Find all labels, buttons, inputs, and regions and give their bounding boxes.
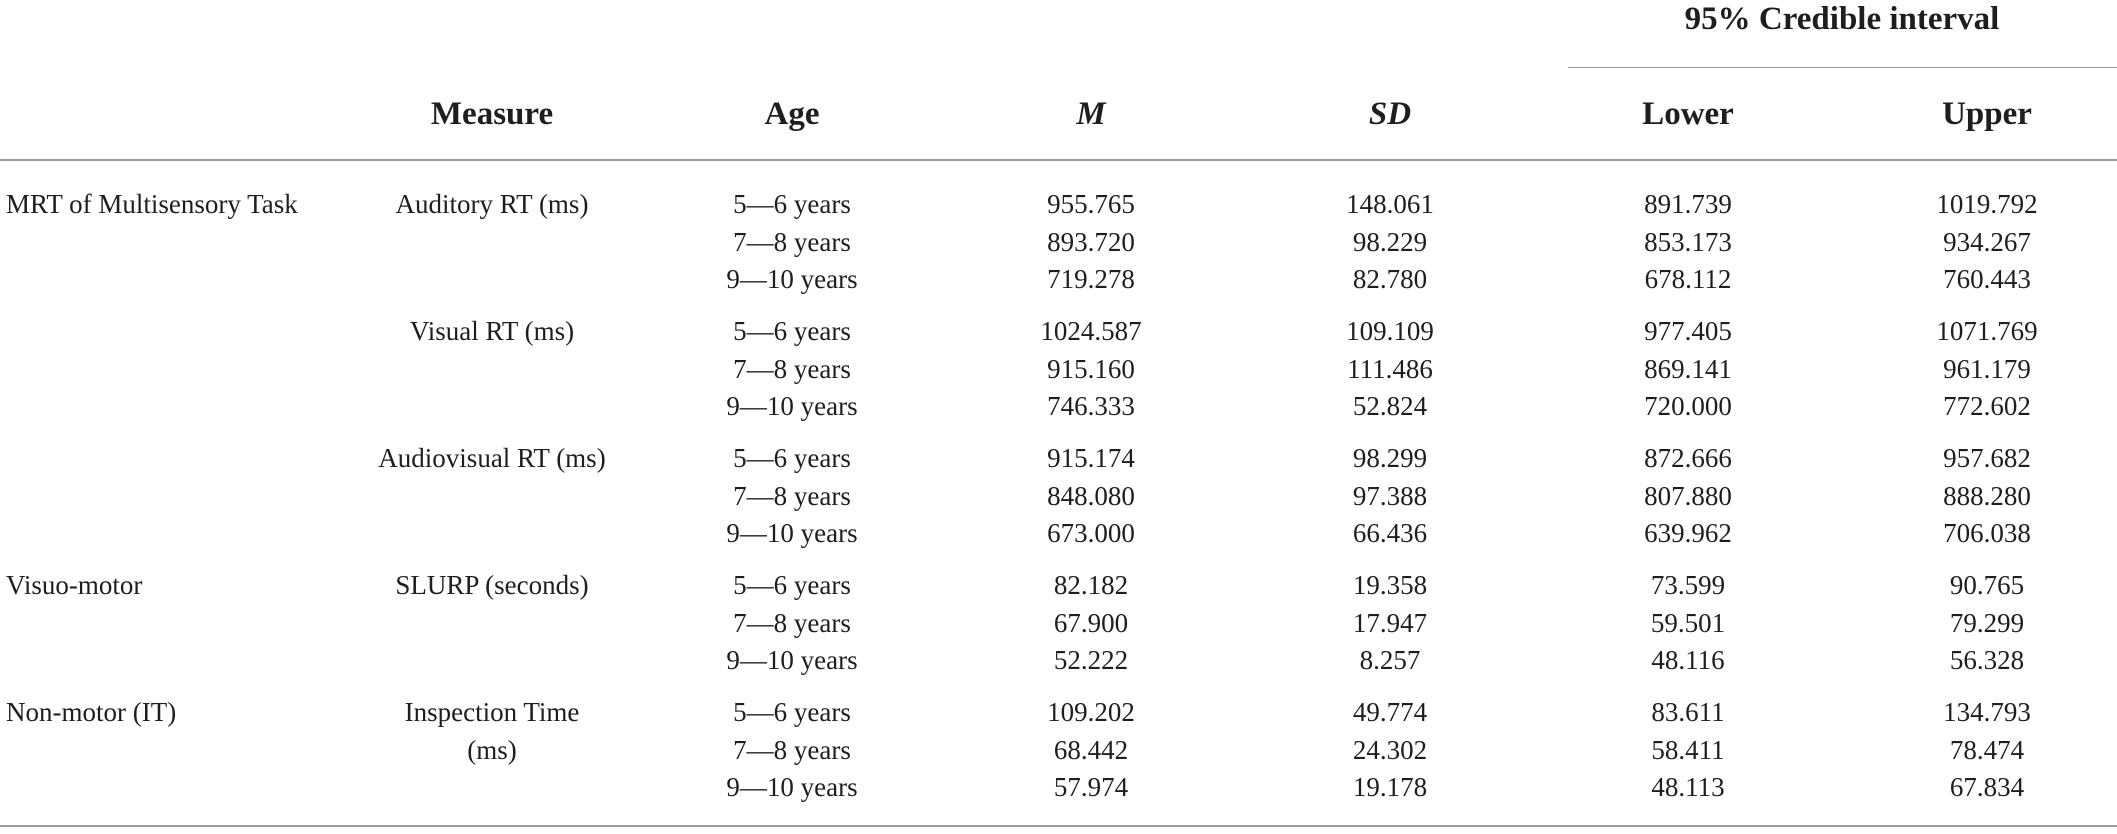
measure-header: Measure (430, 96, 554, 132)
mean-cell: 82.182 (1053, 570, 1129, 600)
upper-cell: 134.793 (1943, 697, 2031, 727)
sd-cell: 98.299 (1352, 443, 1428, 473)
age-cell: 5—6 years (733, 189, 851, 219)
age-cell: 9—10 years (726, 391, 858, 421)
upper-cell: 56.328 (1949, 645, 2025, 675)
lower-cell: 48.116 (1651, 645, 1725, 675)
upper-cell: 961.179 (1943, 354, 2031, 384)
age-cell: 5—6 years (733, 316, 851, 346)
upper-header: Upper (1942, 96, 2032, 132)
lower-cell: 872.666 (1644, 443, 1732, 473)
mean-cell: 1024.587 (1040, 316, 1142, 346)
lower-cell: 59.501 (1650, 608, 1726, 638)
lower-cell: 853.173 (1644, 227, 1732, 257)
sd-cell: 19.178 (1352, 772, 1428, 802)
upper-cell: 90.765 (1949, 570, 2025, 600)
lower-cell: 869.141 (1644, 354, 1732, 384)
age-cell: 9—10 years (726, 772, 858, 802)
upper-cell: 934.267 (1943, 227, 2031, 257)
lower-cell: 639.962 (1644, 518, 1732, 548)
mean-cell: 848.080 (1047, 481, 1135, 511)
upper-cell: 67.834 (1949, 772, 2025, 802)
age-cell: 9—10 years (726, 264, 858, 294)
sd-cell: 148.061 (1346, 189, 1434, 219)
upper-cell: 760.443 (1943, 264, 2031, 294)
mean-cell: 68.442 (1053, 735, 1129, 765)
age-cell: 5—6 years (733, 570, 851, 600)
mean-cell: 719.278 (1047, 264, 1135, 294)
lower-cell: 977.405 (1644, 316, 1732, 346)
sd-cell: 98.229 (1352, 227, 1428, 257)
mean-cell: 52.222 (1053, 645, 1129, 675)
age-cell: 7—8 years (733, 735, 851, 765)
lower-cell: 58.411 (1651, 735, 1725, 765)
upper-cell: 78.474 (1949, 735, 2025, 765)
age-cell: 7—8 years (733, 354, 851, 384)
lower-cell: 720.000 (1644, 391, 1732, 421)
age-cell: 5—6 years (733, 697, 851, 727)
upper-cell: 772.602 (1943, 391, 2031, 421)
credible-interval-rule (1568, 67, 2117, 68)
sd-cell: 97.388 (1352, 481, 1428, 511)
mean-cell: 955.765 (1047, 189, 1135, 219)
mean-cell: 746.333 (1047, 391, 1135, 421)
upper-cell: 1071.769 (1936, 316, 2038, 346)
upper-cell: 1019.792 (1936, 189, 2038, 219)
category-label: Non-motor (IT) (6, 697, 177, 727)
measure-label: Inspection Time (404, 697, 580, 727)
lower-header: Lower (1642, 96, 1734, 132)
mean-cell: 893.720 (1047, 227, 1135, 257)
sd-cell: 8.257 (1359, 645, 1421, 675)
sd-cell: 52.824 (1352, 391, 1428, 421)
measure-label: Auditory RT (ms) (395, 189, 589, 219)
measure-label: Audiovisual RT (ms) (378, 443, 606, 473)
mean-cell: 673.000 (1047, 518, 1135, 548)
sd-cell: 109.109 (1346, 316, 1434, 346)
lower-cell: 48.113 (1651, 772, 1725, 802)
table-bottom-rule (0, 825, 2117, 827)
age-cell: 7—8 years (733, 227, 851, 257)
age-header: Age (764, 96, 820, 132)
sd-cell: 111.486 (1347, 354, 1433, 384)
sd-cell: 82.780 (1352, 264, 1428, 294)
sd-cell: 49.774 (1352, 697, 1428, 727)
mean-cell: 67.900 (1053, 608, 1129, 638)
mean-cell: 109.202 (1047, 697, 1135, 727)
sd-header: SD (1368, 96, 1412, 132)
lower-cell: 73.599 (1650, 570, 1726, 600)
age-cell: 5—6 years (733, 443, 851, 473)
measure-label-line2: (ms) (467, 735, 517, 765)
sd-cell: 17.947 (1352, 608, 1428, 638)
measure-label: Visual RT (ms) (409, 316, 575, 346)
sd-cell: 19.358 (1352, 570, 1428, 600)
upper-cell: 957.682 (1943, 443, 2031, 473)
mean-cell: 57.974 (1053, 772, 1129, 802)
upper-cell: 706.038 (1943, 518, 2031, 548)
age-cell: 9—10 years (726, 518, 858, 548)
upper-cell: 888.280 (1943, 481, 2031, 511)
age-cell: 7—8 years (733, 608, 851, 638)
upper-cell: 79.299 (1949, 608, 2025, 638)
credible-interval-header: 95% Credible interval (1684, 1, 2000, 37)
age-cell: 9—10 years (726, 645, 858, 675)
sd-cell: 24.302 (1352, 735, 1428, 765)
lower-cell: 891.739 (1644, 189, 1732, 219)
mean-header: M (1076, 96, 1106, 132)
header-bottom-rule (0, 159, 2117, 161)
lower-cell: 807.880 (1644, 481, 1732, 511)
age-cell: 7—8 years (733, 481, 851, 511)
category-label: MRT of Multisensory Task (6, 189, 298, 219)
lower-cell: 678.112 (1644, 264, 1732, 294)
lower-cell: 83.611 (1651, 697, 1725, 727)
mean-cell: 915.160 (1047, 354, 1135, 384)
measure-label: SLURP (seconds) (395, 570, 589, 600)
category-label: Visuo-motor (6, 570, 143, 600)
mean-cell: 915.174 (1047, 443, 1135, 473)
sd-cell: 66.436 (1352, 518, 1428, 548)
